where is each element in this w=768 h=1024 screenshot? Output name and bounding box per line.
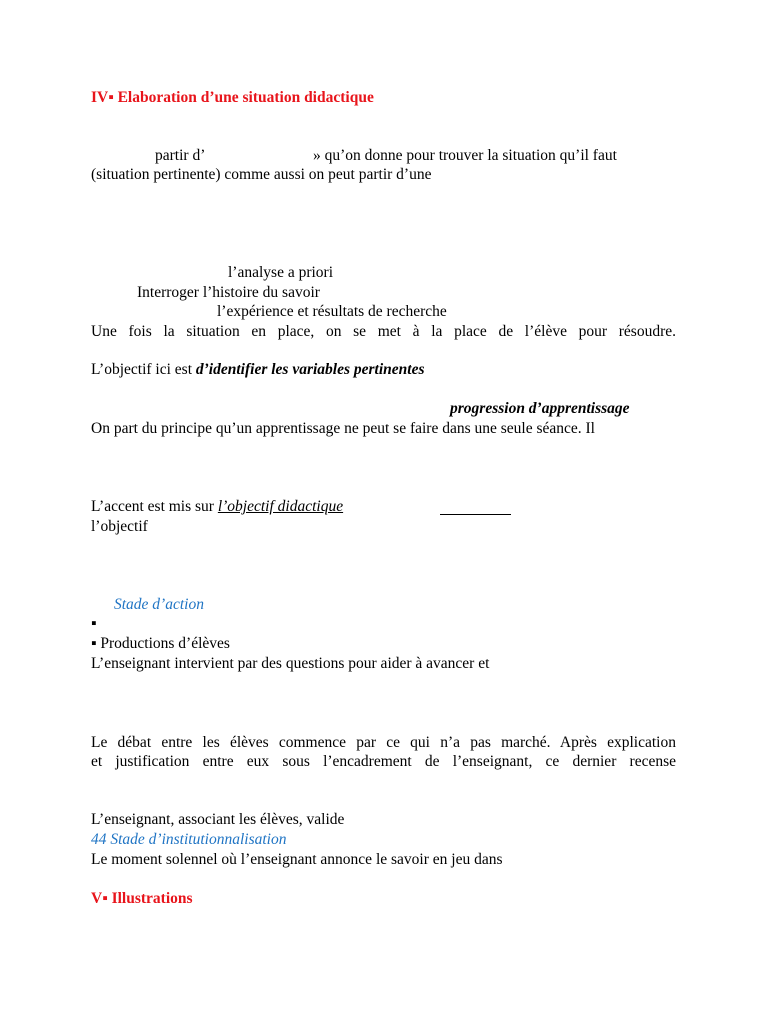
debate-line2: et justification entre eux sous l’encadrement de l’enseignant, ce dernier recense xyxy=(91,753,676,770)
section-heading-v: V▪ Illustrations xyxy=(91,890,193,907)
bullet-empty: ▪ xyxy=(91,615,97,632)
list-item-analyse: l’analyse a priori xyxy=(228,264,334,281)
stade-action-heading: Stade d’action xyxy=(114,596,204,613)
teacher-intervenes: L’enseignant intervient par des questions pour aider à avancer et xyxy=(91,655,490,672)
stade-institution-heading: 44 Stade d’institutionnalisation xyxy=(91,831,287,848)
debate-line1: Le débat entre les élèves commence par ce qui n’a pas marché. Après explication xyxy=(91,734,676,751)
section-heading-iv: IV▪ Elaboration d’une situation didactique xyxy=(91,89,374,106)
principle-line: On part du principe qu’un apprentissage ne peut se faire dans une seule séance. Il xyxy=(91,420,595,437)
accent-line xyxy=(91,497,343,516)
para1-line2: (situation pertinente) comme aussi on peut partir d’une xyxy=(91,166,432,183)
objective-line xyxy=(91,360,425,379)
accent-line2: l’objectif xyxy=(91,518,148,535)
accent-emphasis: l’objectif didactique xyxy=(217,498,344,515)
bullet-productions: ▪ Productions d’élèves xyxy=(91,635,230,652)
para1-line1-end: » qu’on donne pour trouver la situation qu’il faut xyxy=(313,147,617,164)
para1-line1-start: partir d’ xyxy=(155,147,206,164)
solemn-moment-line: Le moment solennel où l’enseignant annonce le savoir en jeu dans xyxy=(91,851,503,868)
validate-line: L’enseignant, associant les élèves, valide xyxy=(91,811,345,828)
progression-label: progression d’apprentissage xyxy=(450,400,630,417)
list-item-histoire: Interroger l’histoire du savoir xyxy=(137,284,320,301)
sentence-situation: Une fois la situation en place, on se met à la place de l’élève pour résoudre. xyxy=(91,323,676,340)
objective-prefix: L’objectif ici est xyxy=(91,361,196,378)
objective-emphasis: d’identifier les variables pertinentes xyxy=(195,361,425,378)
fill-in-blank xyxy=(440,514,511,515)
list-item-experience: l’expérience et résultats de recherche xyxy=(217,303,447,320)
accent-prefix: L’accent est mis sur xyxy=(91,498,218,515)
